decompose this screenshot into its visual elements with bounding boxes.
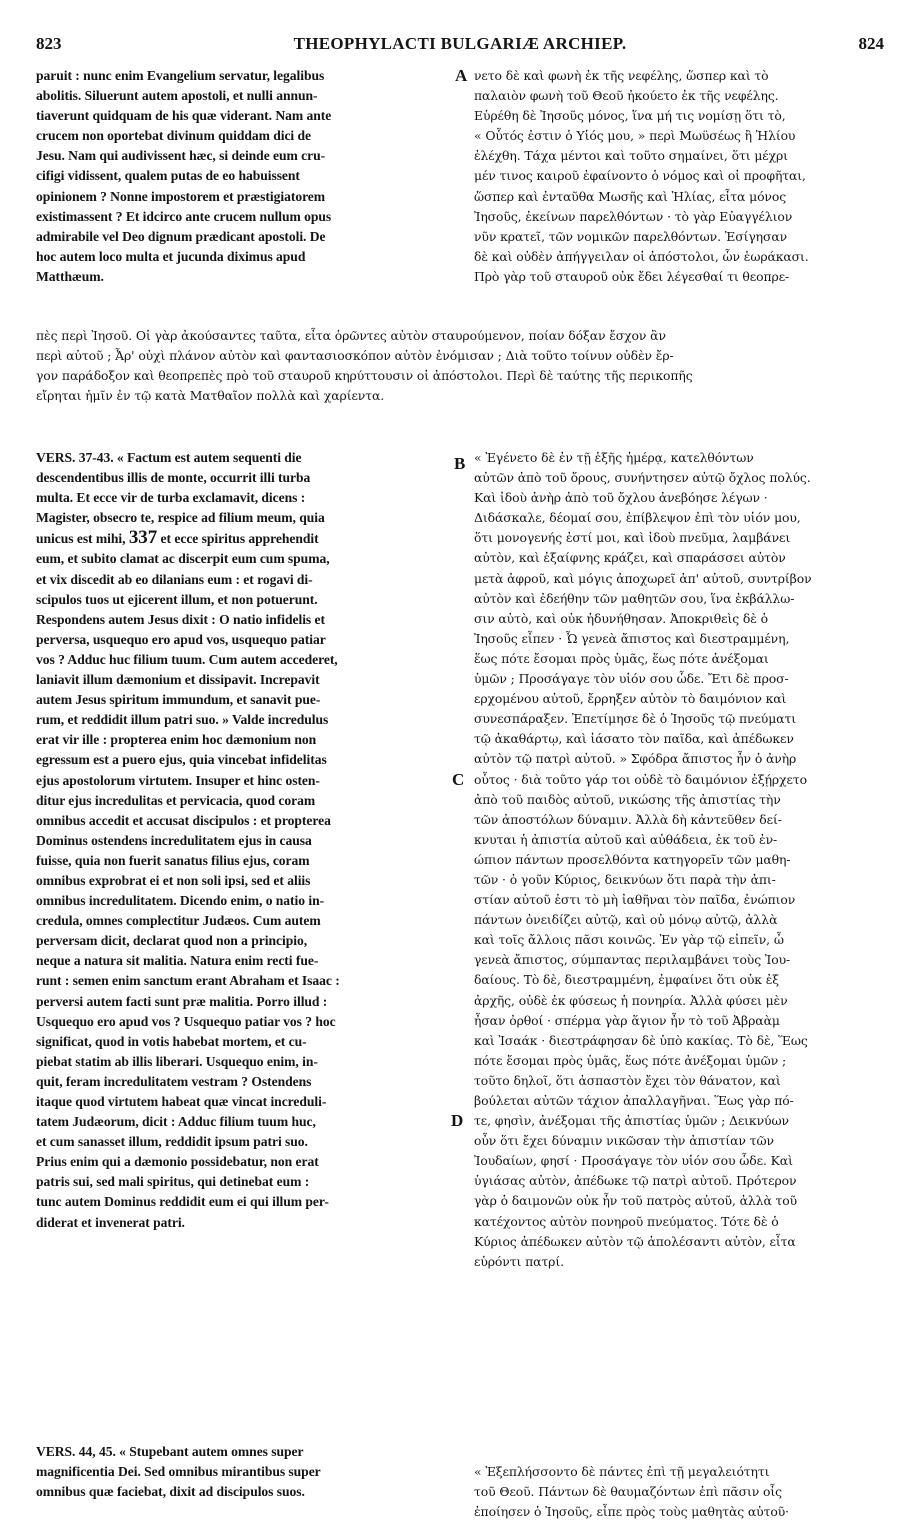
text-line: τοῦ Θεοῦ. Πάντων δὲ θαυμαζόντων ἐπὶ πᾶσιν οἷς bbox=[474, 1484, 782, 1500]
text-line: μετὰ ἀφροῦ, καὶ μόγις ἀποχωρεῖ ἀπ' αὐτοῦ, συντρίβον bbox=[474, 570, 812, 586]
text-line: scipulos tuos ut ejicerent illum, et non potuerunt. bbox=[36, 591, 318, 607]
text-line: Respondens autem Jesus dixit : O natio infidelis et bbox=[36, 611, 325, 627]
text-line: omnibus quæ faciebat, dixit ad discipulos suos. bbox=[36, 1484, 305, 1500]
margin-letter-b: B bbox=[454, 454, 466, 473]
text-line: VERS. 44, 45. « Stupebant autem omnes super bbox=[36, 1444, 304, 1459]
text-line: ἕως πότε ἔσομαι πρὸς ὑμᾶς, ἕως πότε ἀνέξομαι bbox=[474, 650, 769, 666]
greek-column-main bbox=[474, 448, 884, 1272]
text-line: autem Jesus spiritum immundum, et sanavit pue- bbox=[36, 692, 321, 708]
text-line: diderat et invenerat patri. bbox=[36, 1214, 185, 1230]
text-line: καὶ τοῖς ἄλλοις πᾶσι κοινῶς. Ἐν γὰρ τῷ εἰπεῖν, ὦ bbox=[474, 932, 784, 948]
text-line: μέν τινος καιροῦ ἐφαίνοντο ὁ νόμος καὶ οἱ προφῆται, bbox=[474, 168, 806, 184]
text-line: laniavit illum dæmonium et dissipavit. Increpavit bbox=[36, 672, 320, 688]
text-line: admirabile vel Deo dignum prædicant apostoli. De bbox=[36, 228, 326, 244]
text-line: δαίους. Τὸ δὲ, διεστραμμένη, ἐμφαίνει ὅτι οὐκ ἐξ bbox=[474, 972, 780, 988]
text-line: Usquequo ero apud vos ? Usquequo patiar vos ? hoc bbox=[36, 1013, 336, 1029]
text-line: κνυται ἡ ἀπιστία αὐτοῦ καὶ αὐθάδεια, ἐκ τοῦ ἐν- bbox=[474, 831, 778, 847]
column-number: 337 bbox=[128, 528, 158, 549]
text-line: γενεὰ ἄπιστος, σύμπαντας περιλαμβάνει τοὺς Ἰου- bbox=[474, 952, 791, 968]
text-line: significat, quod in votis habebat mortem, et cu- bbox=[36, 1033, 307, 1049]
greek-column-top bbox=[474, 66, 884, 287]
text-line: αὐτὸν, καὶ ἐξαίφνης κράζει, καὶ σπαράσσει αὐτὸν bbox=[474, 550, 786, 566]
text-line: αὐτὸν καὶ ἐδεήθην τῶν μαθητῶν σου, ἵνα ἐκβάλλω- bbox=[474, 590, 795, 606]
text-line: omnibus accedit et accusat discipulos : et propterea bbox=[36, 812, 331, 828]
greek-verses-44-45 bbox=[474, 1462, 884, 1522]
text-line: εἴρηται ἡμῖν ἐν τῷ κατὰ Ματθαῖον πολλὰ καὶ χαρίεντα. bbox=[36, 388, 385, 404]
text-line: νετο δὲ καὶ φωνὴ ἐκ τῆς νεφέλης, ὥσπερ καὶ τὸ bbox=[474, 68, 769, 83]
latin-line-with-column-number bbox=[36, 528, 446, 549]
text-line: δὲ καὶ οὐδὲν ἀπήγγειλαν οἱ ἀπόστολοι, ὧν ἑωράκασι. bbox=[474, 248, 809, 264]
text-line: πὲς περὶ Ἰησοῦ. Οἱ γὰρ ἀκούσαντες ταῦτα, εἶτα ὁρῶντες αὐτὸν σταυρούμενον, ποίαν δόξαν ἔσχον ἂν bbox=[36, 328, 666, 343]
text-line: existimassent ? Et idcirco ante crucem nullum opus bbox=[36, 208, 332, 224]
text-line: Dominus ostendens incredulitatem ejus in causa bbox=[36, 832, 312, 848]
text-line: perversa, usquequo ero apud vos, usquequo patiar bbox=[36, 631, 326, 647]
text-line: Ἰησοῦς εἶπεν · Ὦ γενεὰ ἄπιστος καὶ διεστραμμένη, bbox=[474, 630, 790, 646]
text-line: et vix discedit ab eo dilanians eum : et rogavi di- bbox=[36, 571, 313, 587]
text-line: γον παράδοξον καὶ θεοπρεπὲς πρὸ τοῦ σταυροῦ κηρύττουσιν οἱ ἀπόστολοι. Περὶ δὲ ταύτης τῆς περικοπῆς bbox=[36, 368, 693, 384]
text-line: οὖν ὅτι ἔχει δύναμιν νικῶσαν τὴν ἀπιστίαν τῶν bbox=[474, 1133, 774, 1149]
text-line: σιν αὐτὸ, καὶ οὐκ ἠδυνήθησαν. Ἀποκριθεὶς δὲ ὁ bbox=[474, 610, 769, 626]
margin-letter-d: D bbox=[451, 1111, 464, 1130]
text-line: ἀπὸ τοῦ παιδὸς αὐτοῦ, νικώσης τῆς ἀπιστίας τὴν bbox=[474, 791, 781, 807]
text-line: piebat statim ab illis liberari. Usquequo enim, in- bbox=[36, 1053, 318, 1069]
latin-column-main bbox=[36, 448, 446, 1233]
text-line: perversam dicit, declarat quod non a principio, bbox=[36, 933, 308, 949]
text-line: omnibus exprobrat ei et non soli ipsi, sed et aliis bbox=[36, 872, 311, 888]
text-line: ὥσπερ καὶ ἐνταῦθα Μωσῆς καὶ Ἠλίας, εἶτα μόνος bbox=[474, 188, 787, 204]
text-line: patris sui, sed mali spiritus, qui detinebat eum : bbox=[36, 1174, 310, 1190]
text-line: Κύριος ἀπέδωκεν αὐτὸν τῷ ἀπολέσαντι αὐτὸν, εἶτα bbox=[474, 1233, 796, 1249]
text-line: abolitis. Siluerunt autem apostoli, et nulli annun- bbox=[36, 88, 318, 104]
text-line: τε, φησὶν, ἀνέξομαι τῆς ἀπιστίας ὑμῶν ; Δεικνύων bbox=[474, 1113, 789, 1129]
text-line: cifigi vidissent, qualem putas de eo habuissent bbox=[36, 168, 300, 184]
text-line: runt : semen enim sanctum erant Abraham et Isaac : bbox=[36, 973, 340, 989]
text-line: Ἰησοῦς, ἐκείνων παρελθόντων · τὸ γὰρ Εὐαγγέλιον bbox=[474, 208, 793, 224]
text-line: Jesu. Nam qui audivissent hæc, si deinde eum cru- bbox=[36, 148, 326, 164]
text-line: « Οὗτός ἐστιν ὁ Υἱός μου, » περὶ Μωϋσέως ἢ Ἠλίου bbox=[474, 128, 796, 144]
text-line: Ἰουδαίων, φησί · Προσάγαγε τὸν υἱόν σου ὧδε. Καὶ bbox=[474, 1153, 793, 1169]
text-line: ὅτι μονογενής ἐστί μοι, καὶ ἰδοὺ πνεῦμα, λαμβάνει bbox=[474, 530, 791, 546]
text-line: βούλεται αὐτῶν τάχιον ἀπαλλαγῆναι. Ἕως γὰρ πό- bbox=[474, 1093, 794, 1108]
text-line: Magister, obsecro te, respice ad filium meum, quia bbox=[36, 510, 325, 526]
text-line: egressum est a puero ejus, quia vincebat infidelitas bbox=[36, 752, 327, 768]
text-line: ditur ejus incredulitas et pervicacia, quod coram bbox=[36, 792, 316, 808]
text-line: ejus apostolorum virtutem. Insuper et hinc osten- bbox=[36, 772, 320, 788]
latin-line-fragment: unicus est mihi, bbox=[36, 531, 126, 547]
latin-column-top bbox=[36, 66, 446, 287]
text-line: omnibus incredulitatem. Dicendo enim, o natio in- bbox=[36, 893, 325, 909]
text-line: ἦσαν ὀρθοί · σπέρμα γὰρ ἅγιον ἦν τὸ τοῦ Ἀβραὰμ bbox=[474, 1012, 780, 1028]
text-line: γὰρ ὁ δαιμονῶν οὐκ ἦν τοῦ πατρὸς αὐτοῦ, ἀλλὰ τοῦ bbox=[474, 1193, 798, 1209]
text-line: συνεσπάραξεν. Ἐπετίμησε δὲ ὁ Ἰησοῦς τῷ πνεύματι bbox=[474, 711, 796, 727]
greek-fullwidth-paragraph bbox=[36, 326, 884, 406]
text-line: εὑρόντι πατρί. bbox=[474, 1253, 564, 1269]
text-line: magnificentia Dei. Sed omnibus mirantibus super bbox=[36, 1464, 321, 1480]
text-line: κατέχοντος αὐτὸν πονηροῦ πνεύματος. Τότε δὲ ὁ bbox=[474, 1213, 779, 1229]
text-line: credula, omnes complectitur Judæos. Cum autem bbox=[36, 913, 321, 929]
text-line: τῶν ἀποστόλων δύναμιν. Ἀλλὰ δὴ κἀντεῦθεν δεί- bbox=[474, 811, 782, 827]
text-line: Πρὸ γὰρ τοῦ σταυροῦ οὐκ ἔδει λέγεσθαί τι θεοπρε- bbox=[474, 268, 790, 284]
text-line: τοῦτο δηλοῖ, ὅτι ἀσπαστὸν ἔχει τὸν θάνατον, καὶ bbox=[474, 1072, 781, 1088]
text-line: τῶν · ὁ γοῦν Κύριος, δεικνύων ὅτι παρὰ τὴν ἀπι- bbox=[474, 871, 776, 887]
text-line: descendentibus illis de monte, occurrit illi turba bbox=[36, 470, 311, 486]
text-line: ἐλέχθη. Τάχα μέντοι καὶ τοῦτο σημαίνει, ὅτι μέχρι bbox=[474, 148, 788, 164]
text-line: fuisse, quia non fuerit sanatus filius ejus, coram bbox=[36, 852, 310, 868]
running-header bbox=[36, 34, 884, 56]
text-line: tatem Judæorum, dicit : Adduc filium tuum huc, bbox=[36, 1114, 316, 1130]
text-line: perversi autem facti sunt præ malitia. Porro illud : bbox=[36, 993, 328, 1009]
text-line: « Ἐξεπλήσσοντο δὲ πάντες ἐπὶ τῇ μεγαλειότητι bbox=[474, 1464, 770, 1479]
text-line: et cum sanasset illum, reddidit ipsum patri suo. bbox=[36, 1134, 308, 1150]
latin-line-fragment: et ecce spiritus apprehendit bbox=[160, 531, 319, 547]
text-line: στίαν αὐτοῦ ἐστι τὸ μὴ ἰαθῆναι τὸν παῖδα, ἐνώπιον bbox=[474, 892, 796, 908]
text-line: πάντων ὀνειδίζει αὐτῷ, καὶ οὐ μόνῳ αὐτῷ, ἀλλὰ bbox=[474, 912, 778, 928]
text-line: οὗτος · διὰ τοῦτο γάρ τοι οὐδὲ τὸ δαιμόνιον ἐξῄρχετο bbox=[474, 771, 807, 787]
text-line: πότε ἔσομαι πρὸς ὑμᾶς, ἕως πότε ἀνέξομαι ὑμῶν ; bbox=[474, 1052, 787, 1068]
text-line: ερχομένου αὐτοῦ, ἔρρηξεν αὐτὸν τὸ δαιμόνιον καὶ bbox=[474, 691, 787, 707]
text-line: τῷ ἀκαθάρτῳ, καὶ ἰάσατο τὸν παῖδα, καὶ ἀπέδωκεν bbox=[474, 731, 794, 747]
running-title: THEOPHYLACTI BULGARIÆ ARCHIEP. bbox=[293, 34, 627, 53]
text-line: ὑμῶν ; Προσάγαγε τὸν υἱόν σου ὧδε. Ἔτι δὲ προσ- bbox=[474, 671, 789, 687]
text-line: ἀρχῆς, οὐδὲ ἐκ φύσεως ἡ πονηρία. Ἀλλὰ φύσει μὲν bbox=[474, 992, 788, 1008]
text-line: eum, et subito clamat ac discerpit eum cum spuma, bbox=[36, 551, 330, 567]
text-line: rum, et reddidit illum patri suo. » Valde incredulus bbox=[36, 712, 329, 728]
text-line: παλαιὸν φωνὴ τοῦ Θεοῦ ἠκούετο ἐκ τῆς νεφέλης. bbox=[474, 88, 779, 104]
text-line: Καὶ ἰδοὺ ἀνὴρ ἀπὸ τοῦ ὄχλου ἀνεβόησε λέγων · bbox=[474, 490, 768, 506]
text-line: καὶ Ἰσαάκ · διεστράφησαν δὲ ὑπὸ κακίας. Τὸ δὲ, Ἕως bbox=[474, 1032, 808, 1048]
text-line: tiaverunt quidquam de his quæ viderant. Nam ante bbox=[36, 108, 332, 124]
text-line: περὶ αὐτοῦ ; Ἆρ' οὐχὶ πλάνον αὐτὸν καὶ φαντασιοσκόπον αὐτὸν ἐνόμισαν ; Διὰ τοῦτο τοίνυν οὐδὲν ἔρ- bbox=[36, 348, 674, 364]
text-line: Εὑρέθη δὲ Ἰησοῦς μόνος, ἵνα μή τις νομίσῃ ὅτι τὸ, bbox=[474, 108, 786, 124]
margin-letter-a: A bbox=[455, 66, 468, 85]
text-line: αὐτὸν τῷ πατρὶ αὐτοῦ. » Σφόδρα ἄπιστος ἦν ὁ ἀνὴρ bbox=[474, 751, 797, 767]
page-number-left: 823 bbox=[36, 34, 62, 53]
margin-letter-c: C bbox=[452, 770, 465, 789]
latin-verses-37-43-rest bbox=[36, 549, 446, 1232]
latin-verses-37-43-start bbox=[36, 448, 446, 528]
text-line: vos ? Adduc huc filium tuum. Cum autem accederet, bbox=[36, 651, 338, 667]
text-line: ἐποίησεν ὁ Ἰησοῦς, εἶπε πρὸς τοὺς μαθητὰς αὐτοῦ· bbox=[474, 1504, 789, 1520]
text-line: « Ἐγένετο δὲ ἐν τῇ ἑξῆς ἡμέρᾳ, κατελθόντων bbox=[474, 450, 754, 465]
text-line: Διδάσκαλε, δέομαί σου, ἐπίβλεψον ἐπὶ τὸν υἱόν μου, bbox=[474, 510, 801, 526]
text-line: ὑγιάσας αὐτὸν, ἀπέδωκε τῷ πατρὶ αὐτοῦ. Πρότερον bbox=[474, 1173, 797, 1189]
text-line: opinionem ? Nonne impostorem et præstigiatorem bbox=[36, 188, 326, 204]
text-line: VERS. 37-43. « Factum est autem sequenti die bbox=[36, 450, 302, 465]
text-line: itaque quod virtutem habeat quæ vincat increduli- bbox=[36, 1094, 327, 1109]
text-line: ώπιον πάντων προσελθόντα κατηγορεῖν τῶν μαθη- bbox=[474, 851, 791, 867]
text-line: neque a natura sit malitia. Natura enim recti fue- bbox=[36, 953, 319, 969]
text-line: erat vir ille : propterea enim hoc dæmonium non bbox=[36, 732, 317, 748]
text-line: crucem non oportebat divinum quiddam dici de bbox=[36, 128, 311, 144]
text-line: αὐτῶν ἀπὸ τοῦ ὄρους, συνήντησεν αὐτῷ ὄχλος πολύς. bbox=[474, 470, 811, 486]
latin-verses-44-45 bbox=[36, 1442, 446, 1502]
text-line: Matthæum. bbox=[36, 268, 104, 284]
text-line: paruit : nunc enim Evangelium servatur, legalibus bbox=[36, 68, 325, 83]
page-number-right: 824 bbox=[858, 34, 884, 53]
text-line: multa. Et ecce vir de turba exclamavit, dicens : bbox=[36, 490, 306, 506]
text-line: νῦν κρατεῖ, τῶν νομικῶν παρελθόντων. Ἐσίγησαν bbox=[474, 228, 788, 244]
text-line: Prius enim qui a dæmonio possidebatur, non erat bbox=[36, 1154, 319, 1170]
text-line: tunc autem Dominus reddidit eum ei qui illum per- bbox=[36, 1194, 329, 1210]
text-line: hoc autem loco multa et jucunda diximus apud bbox=[36, 248, 306, 264]
text-line: quit, feram incredulitatem vestram ? Ostendens bbox=[36, 1073, 312, 1089]
